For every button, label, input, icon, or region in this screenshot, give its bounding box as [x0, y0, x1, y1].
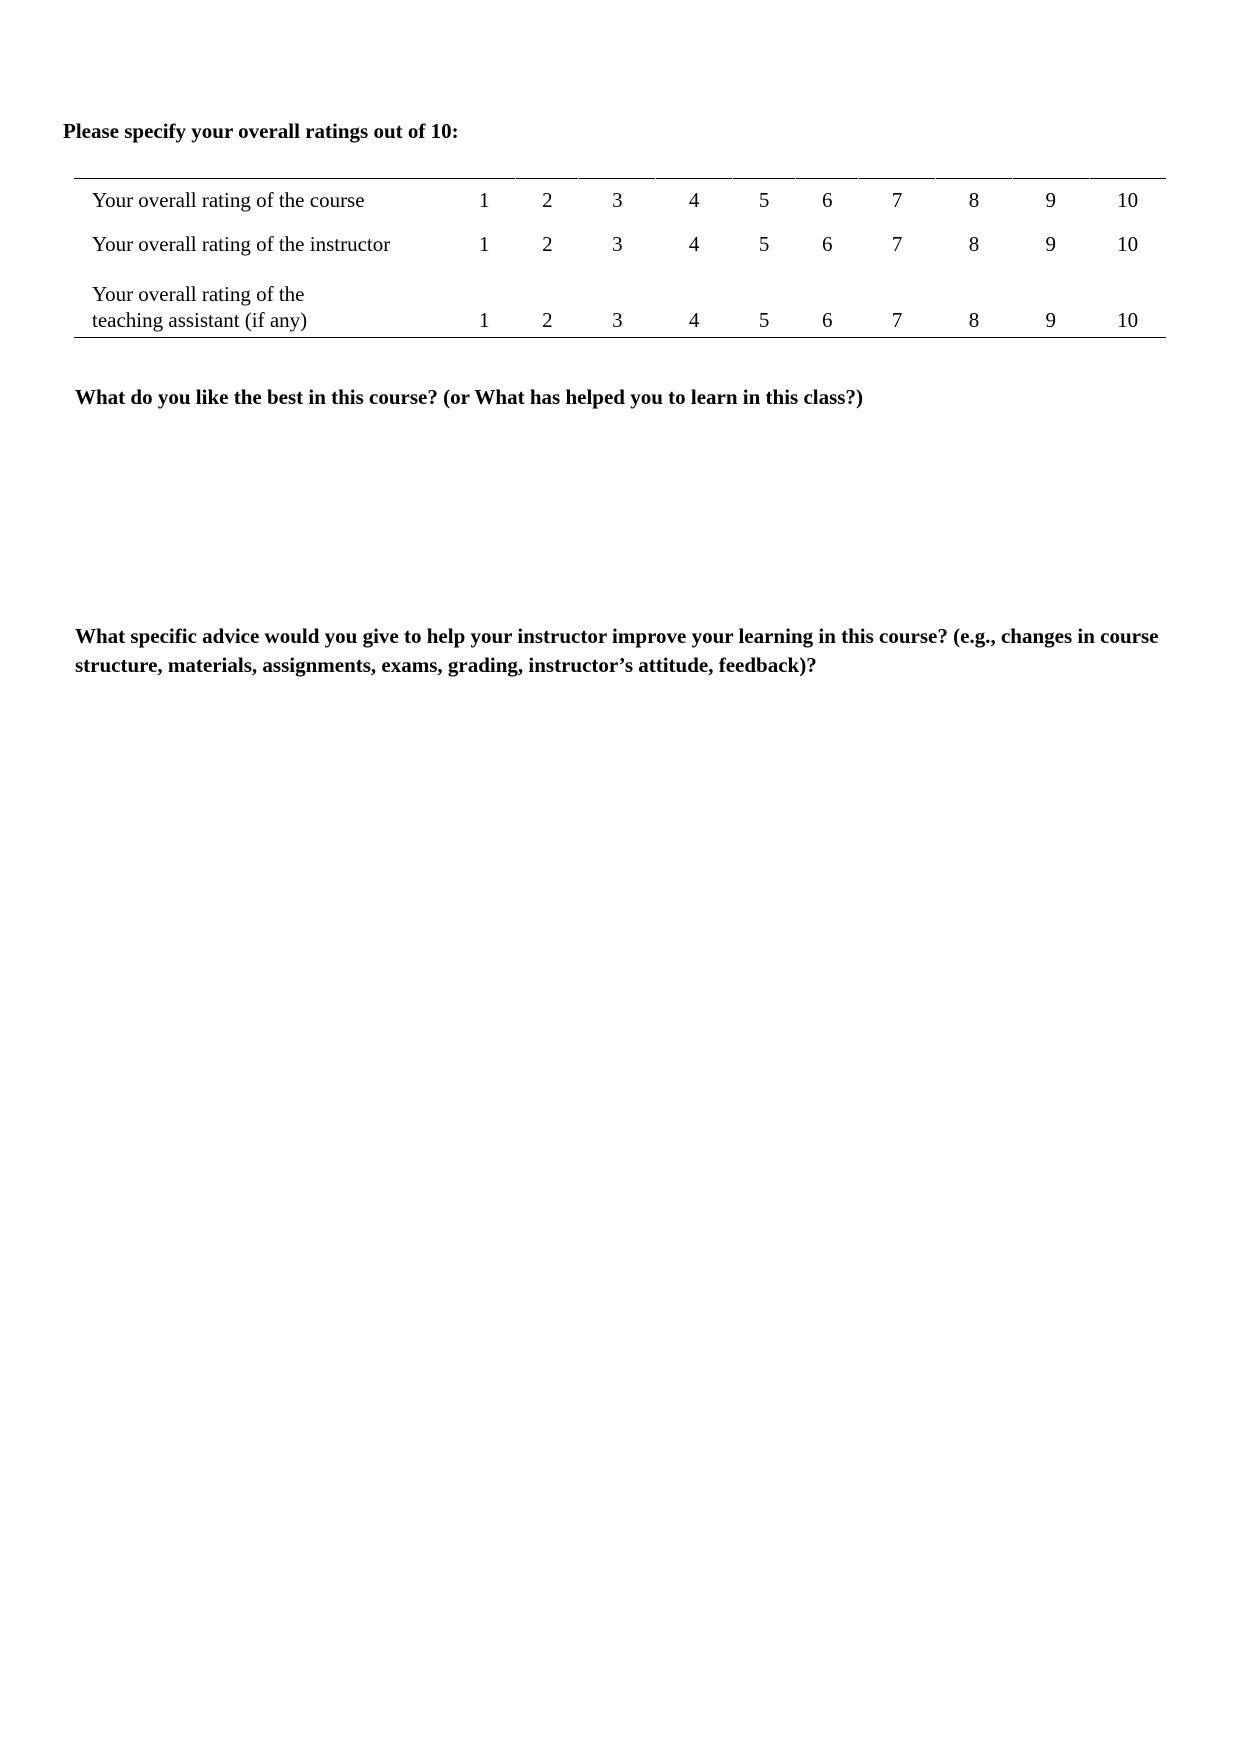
rating-option[interactable]: 5	[758, 232, 770, 256]
rating-option[interactable]: 9	[1045, 188, 1056, 212]
rating-row-instructor	[74, 219, 1166, 263]
rating-option[interactable]: 8	[968, 232, 980, 256]
rating-option[interactable]: 3	[612, 188, 623, 212]
rating-option[interactable]: 9	[1045, 232, 1056, 256]
rating-option[interactable]: 5	[733, 263, 796, 338]
rating-option[interactable]: 4	[688, 232, 700, 256]
rating-option[interactable]: 2	[542, 188, 553, 212]
ratings-table	[74, 178, 1166, 338]
rating-option[interactable]: 1	[479, 188, 490, 212]
rating-option[interactable]: 10	[1117, 188, 1139, 212]
rating-option[interactable]: 10	[1089, 263, 1166, 338]
rating-option[interactable]: 6	[821, 232, 833, 256]
question-advice-for-instructor: What specific advice would you give to help your instructor improve your learning in this course? (e.g., changes in course structure, materials, assignments, exams, grading, instructor’s attitude, feedback)?	[75, 624, 1159, 677]
rating-option[interactable]: 2	[542, 232, 553, 256]
rating-option[interactable]: 1	[479, 232, 490, 256]
rating-option[interactable]: 7	[891, 188, 903, 212]
rating-option[interactable]: 7	[859, 263, 936, 338]
rating-option[interactable]: 3	[612, 232, 623, 256]
rating-option[interactable]: 8	[968, 188, 980, 212]
rating-option[interactable]: 10	[1117, 232, 1139, 256]
rating-option[interactable]: 4	[656, 263, 733, 338]
rating-option[interactable]: 8	[936, 263, 1013, 338]
rating-option[interactable]: 1	[453, 263, 516, 338]
rating-option[interactable]: 4	[688, 188, 700, 212]
ratings-heading: Please specify your overall ratings out of 10:	[63, 119, 459, 143]
rating-label-instructor: Your overall rating of the instructor	[92, 232, 391, 256]
rating-option[interactable]: 7	[891, 232, 903, 256]
rating-option[interactable]: 2	[516, 263, 579, 338]
rating-label-course: Your overall rating of the course	[92, 188, 365, 212]
rating-option[interactable]: 9	[1012, 263, 1089, 338]
rating-option[interactable]: 6	[796, 263, 859, 338]
rating-row-teaching-assistant	[74, 263, 1166, 338]
rating-option[interactable]: 3	[579, 263, 656, 338]
rating-label-teaching-assistant: Your overall rating of the teaching assistant (if any)	[74, 263, 453, 338]
rating-option[interactable]: 6	[821, 188, 833, 212]
rating-option[interactable]: 5	[758, 188, 770, 212]
question-best-in-course: What do you like the best in this course? (or What has helped you to learn in this class?)	[75, 385, 863, 409]
rating-row-course	[74, 179, 1166, 219]
